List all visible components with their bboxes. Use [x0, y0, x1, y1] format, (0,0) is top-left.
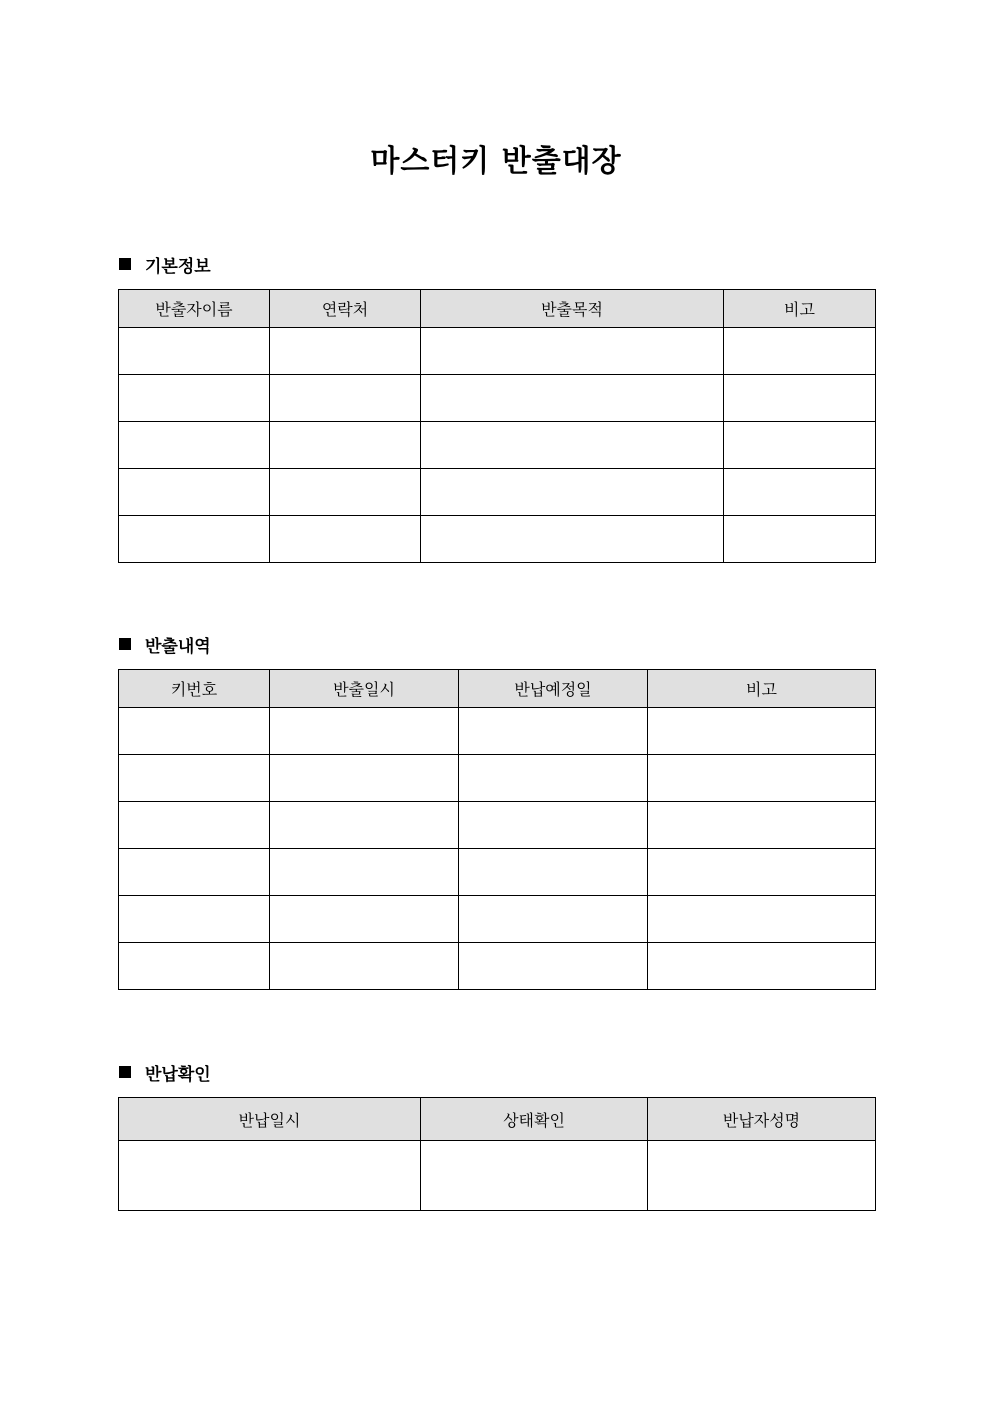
input-cell[interactable]: [724, 516, 876, 563]
input-cell[interactable]: [119, 896, 270, 943]
section-heading-checkout-history: [119, 632, 211, 656]
basic-info-table: [118, 289, 876, 563]
input-cell[interactable]: [119, 469, 270, 516]
input-cell[interactable]: [459, 708, 648, 755]
input-cell[interactable]: [648, 943, 876, 990]
input-cell[interactable]: [648, 708, 876, 755]
input-cell[interactable]: [270, 375, 421, 422]
input-cell[interactable]: [648, 755, 876, 802]
input-cell[interactable]: [270, 896, 459, 943]
input-cell[interactable]: [270, 849, 459, 896]
table-row: [119, 375, 876, 422]
column-header-name: 반출자이름: [119, 290, 270, 328]
input-cell[interactable]: [421, 328, 724, 375]
input-cell[interactable]: [119, 943, 270, 990]
section-heading-basic-info: [119, 252, 211, 276]
table-row: [119, 516, 876, 563]
section-heading-label: 기본정보: [145, 256, 211, 277]
input-cell[interactable]: [119, 328, 270, 375]
column-header-condition-check: 상태확인: [421, 1098, 648, 1141]
table-row: [119, 469, 876, 516]
checkout-history-table: [118, 669, 876, 990]
table-header-row: [119, 670, 876, 708]
input-cell[interactable]: [119, 708, 270, 755]
input-cell[interactable]: [421, 422, 724, 469]
input-cell[interactable]: [724, 328, 876, 375]
column-header-return-datetime: 반납일시: [119, 1098, 421, 1141]
input-cell[interactable]: [648, 896, 876, 943]
page-title: 마스터키 반출대장: [370, 144, 622, 179]
table-row: [119, 422, 876, 469]
column-header-contact: 연락처: [270, 290, 421, 328]
column-header-checkout-datetime: 반출일시: [270, 670, 459, 708]
section-heading-label: 반출내역: [145, 636, 211, 657]
table-header-row: [119, 1098, 876, 1141]
table-row: [119, 896, 876, 943]
input-cell[interactable]: [270, 469, 421, 516]
input-cell[interactable]: [459, 802, 648, 849]
input-cell[interactable]: [119, 849, 270, 896]
input-cell[interactable]: [270, 943, 459, 990]
input-cell[interactable]: [421, 375, 724, 422]
input-cell[interactable]: [724, 375, 876, 422]
square-bullet-icon: [119, 1066, 131, 1078]
input-cell[interactable]: [119, 375, 270, 422]
input-cell[interactable]: [119, 1141, 421, 1211]
column-header-remarks: 비고: [648, 670, 876, 708]
input-cell[interactable]: [459, 849, 648, 896]
input-cell[interactable]: [724, 422, 876, 469]
input-cell[interactable]: [724, 469, 876, 516]
square-bullet-icon: [119, 258, 131, 270]
input-cell[interactable]: [270, 422, 421, 469]
input-cell[interactable]: [459, 755, 648, 802]
table-row: [119, 943, 876, 990]
input-cell[interactable]: [270, 516, 421, 563]
section-heading-label: 반납확인: [145, 1064, 211, 1085]
input-cell[interactable]: [421, 469, 724, 516]
table-row: [119, 802, 876, 849]
input-cell[interactable]: [459, 943, 648, 990]
input-cell[interactable]: [648, 802, 876, 849]
input-cell[interactable]: [648, 849, 876, 896]
column-header-due-date: 반납예정일: [459, 670, 648, 708]
input-cell[interactable]: [421, 516, 724, 563]
input-cell[interactable]: [648, 1141, 876, 1211]
input-cell[interactable]: [421, 1141, 648, 1211]
table-header-row: [119, 290, 876, 328]
input-cell[interactable]: [119, 516, 270, 563]
input-cell[interactable]: [270, 328, 421, 375]
input-cell[interactable]: [119, 755, 270, 802]
table-row: [119, 328, 876, 375]
return-confirmation-table: [118, 1097, 876, 1211]
table-row: [119, 755, 876, 802]
input-cell[interactable]: [119, 802, 270, 849]
section-heading-return-confirmation: [119, 1060, 211, 1084]
input-cell[interactable]: [270, 802, 459, 849]
column-header-key-number: 키번호: [119, 670, 270, 708]
input-cell[interactable]: [270, 708, 459, 755]
column-header-remarks: 비고: [724, 290, 876, 328]
table-row: [119, 708, 876, 755]
column-header-purpose: 반출목적: [421, 290, 724, 328]
table-row: [119, 1141, 876, 1211]
square-bullet-icon: [119, 638, 131, 650]
input-cell[interactable]: [119, 422, 270, 469]
column-header-returner-name: 반납자성명: [648, 1098, 876, 1141]
input-cell[interactable]: [270, 755, 459, 802]
table-row: [119, 849, 876, 896]
input-cell[interactable]: [459, 896, 648, 943]
